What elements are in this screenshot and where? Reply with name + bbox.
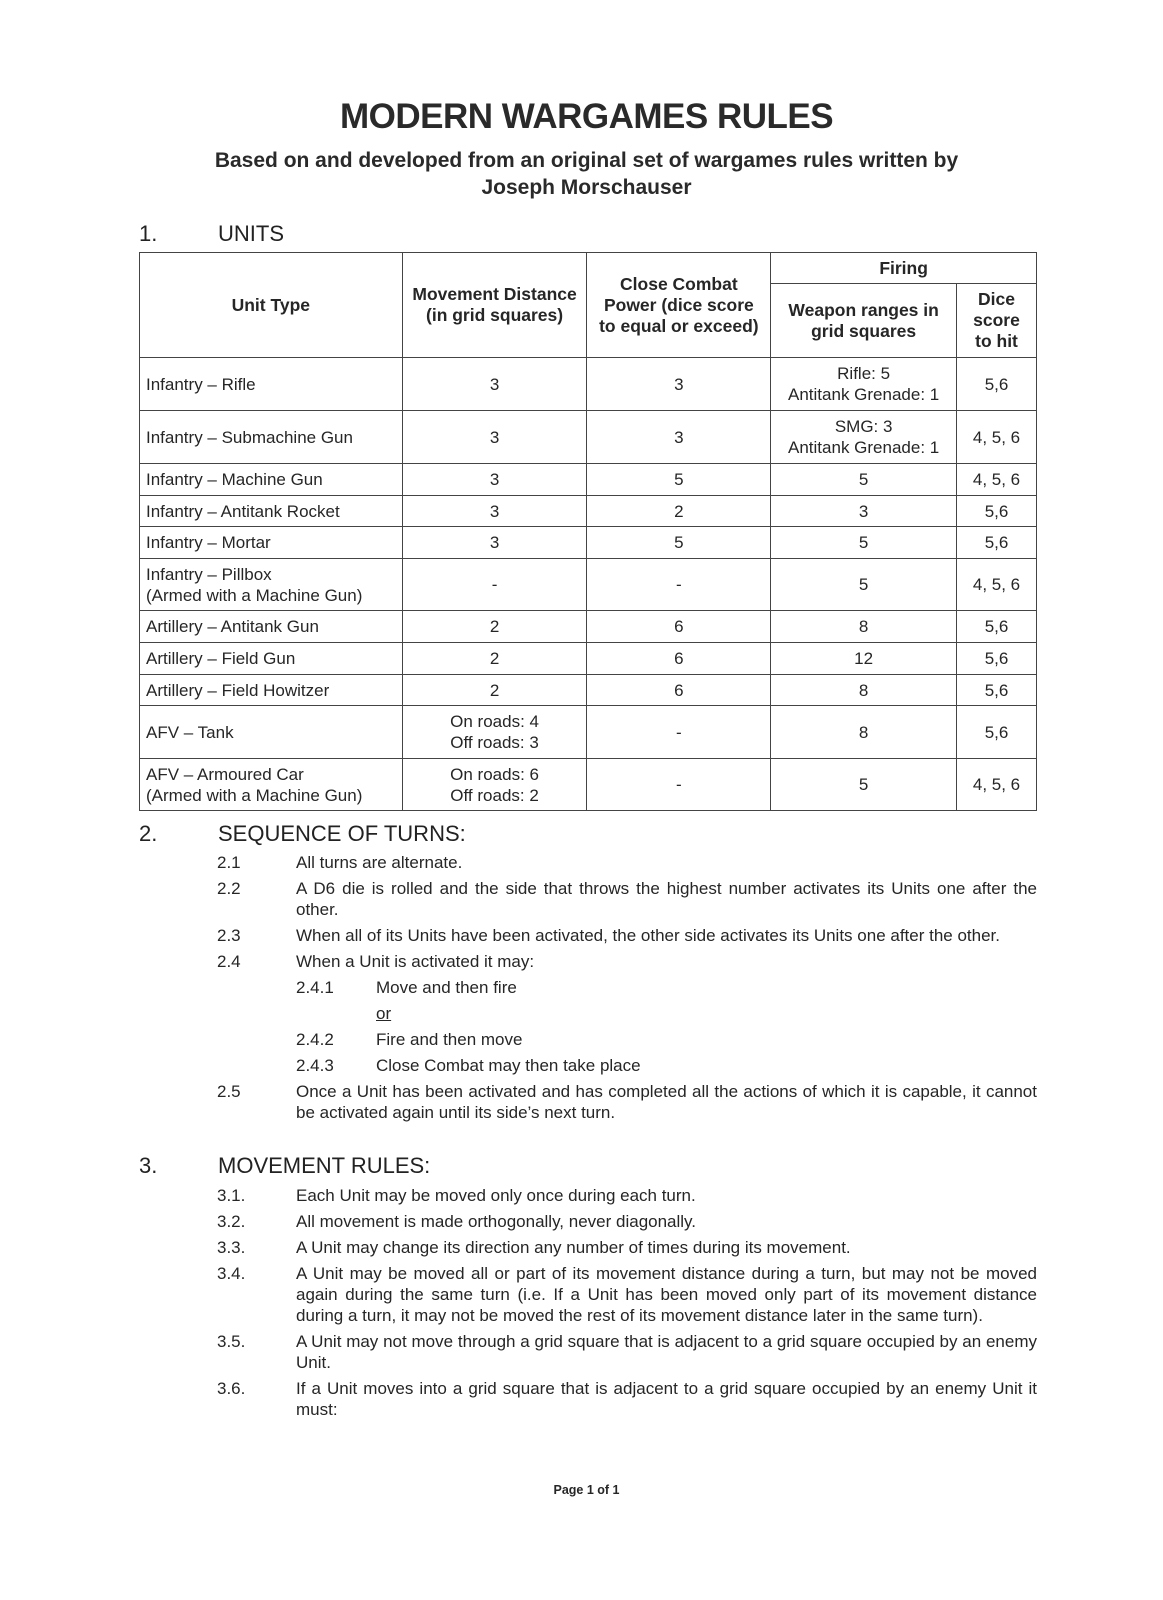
rule-number: 3.2. bbox=[217, 1212, 246, 1231]
or-connector: or bbox=[376, 1004, 392, 1023]
units-table-body bbox=[140, 358, 1037, 811]
cell-movement-line: Off roads: 3 bbox=[450, 733, 539, 752]
cell-movement-line: 3 bbox=[489, 470, 500, 489]
section-label: UNITS bbox=[218, 221, 284, 246]
cell-close-combat-line: 3 bbox=[674, 374, 684, 394]
cell-dice-score bbox=[957, 675, 1037, 706]
cell-unit-type bbox=[140, 358, 403, 411]
table-row bbox=[140, 611, 1037, 643]
cell-unit-type-line: AFV – Tank bbox=[146, 722, 234, 742]
sub-rule-item bbox=[217, 1055, 1037, 1076]
rule-item bbox=[217, 1263, 1037, 1326]
rule-text: Fire and then move bbox=[376, 1030, 523, 1049]
table-row bbox=[140, 464, 1037, 496]
cell-close-combat bbox=[587, 706, 771, 759]
cell-close-combat-line: 5 bbox=[674, 470, 684, 489]
table-row bbox=[140, 496, 1037, 527]
rule-number: 2.4 bbox=[217, 952, 241, 971]
cell-movement-line: - bbox=[491, 575, 498, 594]
rule-item bbox=[217, 1237, 1037, 1258]
cell-close-combat bbox=[587, 643, 771, 675]
cell-weapon-range bbox=[771, 411, 957, 464]
table-row bbox=[140, 527, 1037, 559]
rule-text: Close Combat may then take place bbox=[376, 1056, 641, 1075]
rule-text: A Unit may not move through a grid square that is adjacent to a grid square occupied by an enemy Unit. bbox=[296, 1332, 1037, 1372]
table-row bbox=[140, 675, 1037, 706]
rule-number: 2.4.1 bbox=[296, 978, 334, 997]
cell-weapon-range bbox=[771, 675, 957, 706]
cell-dice-score bbox=[957, 611, 1037, 643]
cell-close-combat-line: 6 bbox=[674, 617, 684, 636]
cell-close-combat-line: 2 bbox=[674, 501, 684, 521]
rule-item bbox=[217, 951, 1037, 972]
subtitle-line: Based on and developed from an original set of wargames rules written by bbox=[214, 149, 959, 172]
cell-movement bbox=[402, 706, 587, 759]
cell-unit-type bbox=[140, 464, 403, 496]
cell-movement bbox=[402, 358, 587, 411]
cell-close-combat bbox=[587, 527, 771, 559]
cell-movement-line: 3 bbox=[489, 501, 500, 521]
cell-movement bbox=[402, 464, 587, 496]
cell-movement bbox=[402, 759, 587, 811]
cell-dice-score-line: 4, 5, 6 bbox=[972, 427, 1021, 447]
cell-unit-type-line: Artillery – Antitank Gun bbox=[146, 617, 319, 636]
table-row bbox=[140, 411, 1037, 464]
page-number: Page 1 of 1 bbox=[553, 1483, 620, 1497]
cell-dice-score-line: 5,6 bbox=[984, 649, 1009, 668]
cell-weapon-range bbox=[771, 759, 957, 811]
section-number: 3. bbox=[139, 1153, 158, 1178]
cell-movement-line: On roads: 6 bbox=[450, 764, 539, 784]
header-unit-type: Unit Type bbox=[140, 253, 403, 358]
cell-close-combat bbox=[587, 675, 771, 706]
cell-dice-score-line: 4, 5, 6 bbox=[972, 775, 1021, 794]
movement-rules-list bbox=[217, 1185, 1037, 1425]
sub-rule-item bbox=[217, 977, 1037, 998]
header-close-combat: Close Combat Power (dice score to equal or exceed) bbox=[587, 253, 771, 358]
cell-dice-score bbox=[957, 464, 1037, 496]
cell-dice-score-line: 4, 5, 6 bbox=[972, 575, 1021, 594]
cell-close-combat-line: 5 bbox=[674, 533, 684, 552]
cell-unit-type-line: Infantry – Pillbox bbox=[146, 564, 272, 584]
rule-number: 3.6. bbox=[217, 1379, 246, 1398]
cell-close-combat bbox=[587, 464, 771, 496]
table-row bbox=[140, 759, 1037, 811]
rule-text: Each Unit may be moved only once during each turn. bbox=[296, 1186, 696, 1205]
cell-weapon-range-line: Antitank Grenade: 1 bbox=[788, 438, 940, 457]
rule-item bbox=[217, 1378, 1037, 1420]
cell-weapon-range-line: 8 bbox=[858, 617, 869, 636]
section-number: 1. bbox=[139, 221, 158, 246]
cell-dice-score-line: 5,6 bbox=[984, 374, 1009, 394]
rule-number: 2.2 bbox=[217, 879, 241, 898]
cell-weapon-range bbox=[771, 464, 957, 496]
cell-movement bbox=[402, 527, 587, 559]
cell-weapon-range bbox=[771, 496, 957, 527]
cell-dice-score-line: 5,6 bbox=[984, 722, 1009, 742]
section-number: 2. bbox=[139, 821, 158, 846]
rule-item bbox=[217, 1331, 1037, 1373]
table-row bbox=[140, 706, 1037, 759]
rule-text: When all of its Units have been activated, the other side activates its Units one after the other. bbox=[296, 926, 1000, 945]
cell-weapon-range-line: 3 bbox=[858, 501, 869, 521]
cell-close-combat-line: - bbox=[676, 775, 682, 794]
cell-movement-line: 3 bbox=[489, 427, 500, 447]
cell-movement bbox=[402, 611, 587, 643]
cell-close-combat bbox=[587, 411, 771, 464]
cell-dice-score bbox=[957, 527, 1037, 559]
cell-dice-score-line: 5,6 bbox=[984, 680, 1009, 700]
rule-text: A Unit may be moved all or part of its movement distance during a turn, but may not be moved again during the same turn (i.e. If a Unit has been moved only part of its movement distance during a turn, it may not be moved the rest of its movement distance later in the same turn). bbox=[296, 1264, 1037, 1325]
cell-unit-type-line: Infantry – Rifle bbox=[146, 374, 256, 394]
cell-weapon-range-line: 5 bbox=[858, 470, 869, 489]
rule-number: 3.1. bbox=[217, 1186, 246, 1205]
cell-unit-type bbox=[140, 706, 403, 759]
cell-movement-line: Off roads: 2 bbox=[450, 785, 539, 805]
rule-number: 2.3 bbox=[217, 926, 241, 945]
rule-number: 3.5. bbox=[217, 1332, 246, 1351]
cell-close-combat-line: - bbox=[676, 722, 682, 742]
subtitle-author: Joseph Morschauser bbox=[481, 176, 692, 199]
cell-dice-score bbox=[957, 496, 1037, 527]
cell-unit-type-line: (Armed with a Machine Gun) bbox=[146, 585, 363, 605]
table-row bbox=[140, 643, 1037, 675]
rule-number: 3.4. bbox=[217, 1264, 246, 1283]
cell-dice-score bbox=[957, 559, 1037, 611]
cell-movement bbox=[402, 411, 587, 464]
cell-unit-type-line: Infantry – Machine Gun bbox=[146, 470, 323, 489]
section-label: MOVEMENT RULES: bbox=[218, 1153, 431, 1178]
cell-movement-line: 3 bbox=[489, 533, 500, 552]
cell-close-combat bbox=[587, 496, 771, 527]
cell-weapon-range bbox=[771, 358, 957, 411]
cell-movement bbox=[402, 643, 587, 675]
cell-weapon-range-line: SMG: 3 bbox=[834, 417, 893, 436]
cell-movement-line: On roads: 4 bbox=[450, 712, 539, 731]
cell-weapon-range-line: Antitank Grenade: 1 bbox=[788, 385, 940, 404]
rule-number: 2.1 bbox=[217, 853, 241, 872]
cell-unit-type bbox=[140, 643, 403, 675]
rule-text: If a Unit moves into a grid square that is adjacent to a grid square occupied by an enemy Unit it must: bbox=[296, 1379, 1037, 1419]
rule-number: 2.5 bbox=[217, 1082, 241, 1101]
rule-item bbox=[217, 852, 1037, 873]
cell-movement bbox=[402, 675, 587, 706]
cell-unit-type-line: Artillery – Field Howitzer bbox=[146, 680, 330, 700]
rule-text: When a Unit is activated it may: bbox=[296, 952, 535, 971]
document-subtitle bbox=[0, 147, 1163, 201]
rule-text: All movement is made orthogonally, never diagonally. bbox=[296, 1212, 697, 1231]
table-row bbox=[140, 559, 1037, 611]
cell-unit-type bbox=[140, 527, 403, 559]
cell-movement bbox=[402, 496, 587, 527]
cell-close-combat-line: 6 bbox=[674, 649, 684, 668]
cell-weapon-range bbox=[771, 527, 957, 559]
cell-weapon-range-line: Rifle: 5 bbox=[837, 364, 891, 383]
cell-unit-type-line: Infantry – Mortar bbox=[146, 533, 271, 552]
cell-dice-score bbox=[957, 759, 1037, 811]
cell-weapon-range-line: 12 bbox=[854, 649, 874, 668]
cell-close-combat bbox=[587, 611, 771, 643]
rule-item bbox=[217, 925, 1037, 946]
sequence-rules-list bbox=[217, 852, 1037, 1128]
cell-unit-type bbox=[140, 675, 403, 706]
units-table bbox=[139, 252, 1037, 811]
cell-movement-line: 2 bbox=[489, 680, 500, 700]
cell-dice-score bbox=[957, 358, 1037, 411]
rule-text: Once a Unit has been activated and has completed all the actions of which it is capable, it cannot be activated again until its side’s next turn. bbox=[296, 1082, 1037, 1122]
cell-weapon-range-line: 5 bbox=[858, 775, 869, 794]
cell-close-combat bbox=[587, 559, 771, 611]
document-title: MODERN WARGAMES RULES bbox=[339, 97, 834, 136]
cell-movement-line: 3 bbox=[489, 374, 500, 394]
cell-unit-type-line: Infantry – Submachine Gun bbox=[146, 427, 353, 447]
cell-unit-type bbox=[140, 611, 403, 643]
cell-close-combat-line: 6 bbox=[674, 680, 684, 700]
cell-dice-score-line: 5,6 bbox=[984, 533, 1009, 552]
cell-weapon-range-line: 8 bbox=[858, 722, 869, 742]
cell-weapon-range bbox=[771, 643, 957, 675]
cell-unit-type bbox=[140, 559, 403, 611]
cell-weapon-range-line: 5 bbox=[858, 575, 869, 594]
cell-movement bbox=[402, 559, 587, 611]
cell-dice-score bbox=[957, 706, 1037, 759]
cell-movement-line: 2 bbox=[489, 649, 500, 668]
cell-unit-type-line: (Armed with a Machine Gun) bbox=[146, 785, 363, 805]
cell-dice-score-line: 4, 5, 6 bbox=[972, 470, 1021, 489]
rule-item bbox=[217, 878, 1037, 920]
cell-unit-type-line: AFV – Armoured Car bbox=[146, 764, 304, 784]
rule-text: Move and then fire bbox=[376, 978, 517, 997]
rule-text: A Unit may change its direction any number of times during its movement. bbox=[296, 1238, 851, 1257]
rule-number: 2.4.2 bbox=[296, 1030, 334, 1049]
rule-item bbox=[217, 1185, 1037, 1206]
cell-dice-score bbox=[957, 643, 1037, 675]
sub-rule-item bbox=[217, 1029, 1037, 1050]
rule-item bbox=[217, 1081, 1037, 1123]
header-movement: Movement Distance (in grid squares) bbox=[402, 253, 587, 358]
cell-close-combat bbox=[587, 759, 771, 811]
cell-weapon-range bbox=[771, 611, 957, 643]
cell-close-combat bbox=[587, 358, 771, 411]
rule-number: 3.3. bbox=[217, 1238, 246, 1257]
rule-text: All turns are alternate. bbox=[296, 853, 463, 872]
cell-unit-type-line: Artillery – Field Gun bbox=[146, 649, 296, 668]
cell-dice-score bbox=[957, 411, 1037, 464]
rule-number: 2.4.3 bbox=[296, 1056, 334, 1075]
section-label: SEQUENCE OF TURNS: bbox=[218, 821, 466, 846]
table-row bbox=[140, 358, 1037, 411]
cell-weapon-range-line: 5 bbox=[858, 533, 869, 552]
cell-movement-line: 2 bbox=[489, 617, 500, 636]
cell-weapon-range bbox=[771, 559, 957, 611]
cell-unit-type-line: Infantry – Antitank Rocket bbox=[146, 501, 340, 521]
cell-unit-type bbox=[140, 411, 403, 464]
cell-weapon-range-line: 8 bbox=[858, 680, 869, 700]
cell-unit-type bbox=[140, 496, 403, 527]
cell-unit-type bbox=[140, 759, 403, 811]
cell-dice-score-line: 5,6 bbox=[984, 501, 1009, 521]
cell-dice-score-line: 5,6 bbox=[984, 617, 1009, 636]
cell-weapon-range bbox=[771, 706, 957, 759]
header-firing: Firing bbox=[771, 253, 1037, 284]
cell-close-combat-line: 3 bbox=[674, 427, 684, 447]
rule-item bbox=[217, 1211, 1037, 1232]
header-dice-score: Dice score to hit bbox=[957, 284, 1037, 358]
header-weapon-ranges: Weapon ranges in grid squares bbox=[771, 284, 957, 358]
rule-text: A D6 die is rolled and the side that throws the highest number activates its Units one after the other. bbox=[296, 879, 1037, 919]
cell-close-combat-line: - bbox=[676, 575, 682, 594]
